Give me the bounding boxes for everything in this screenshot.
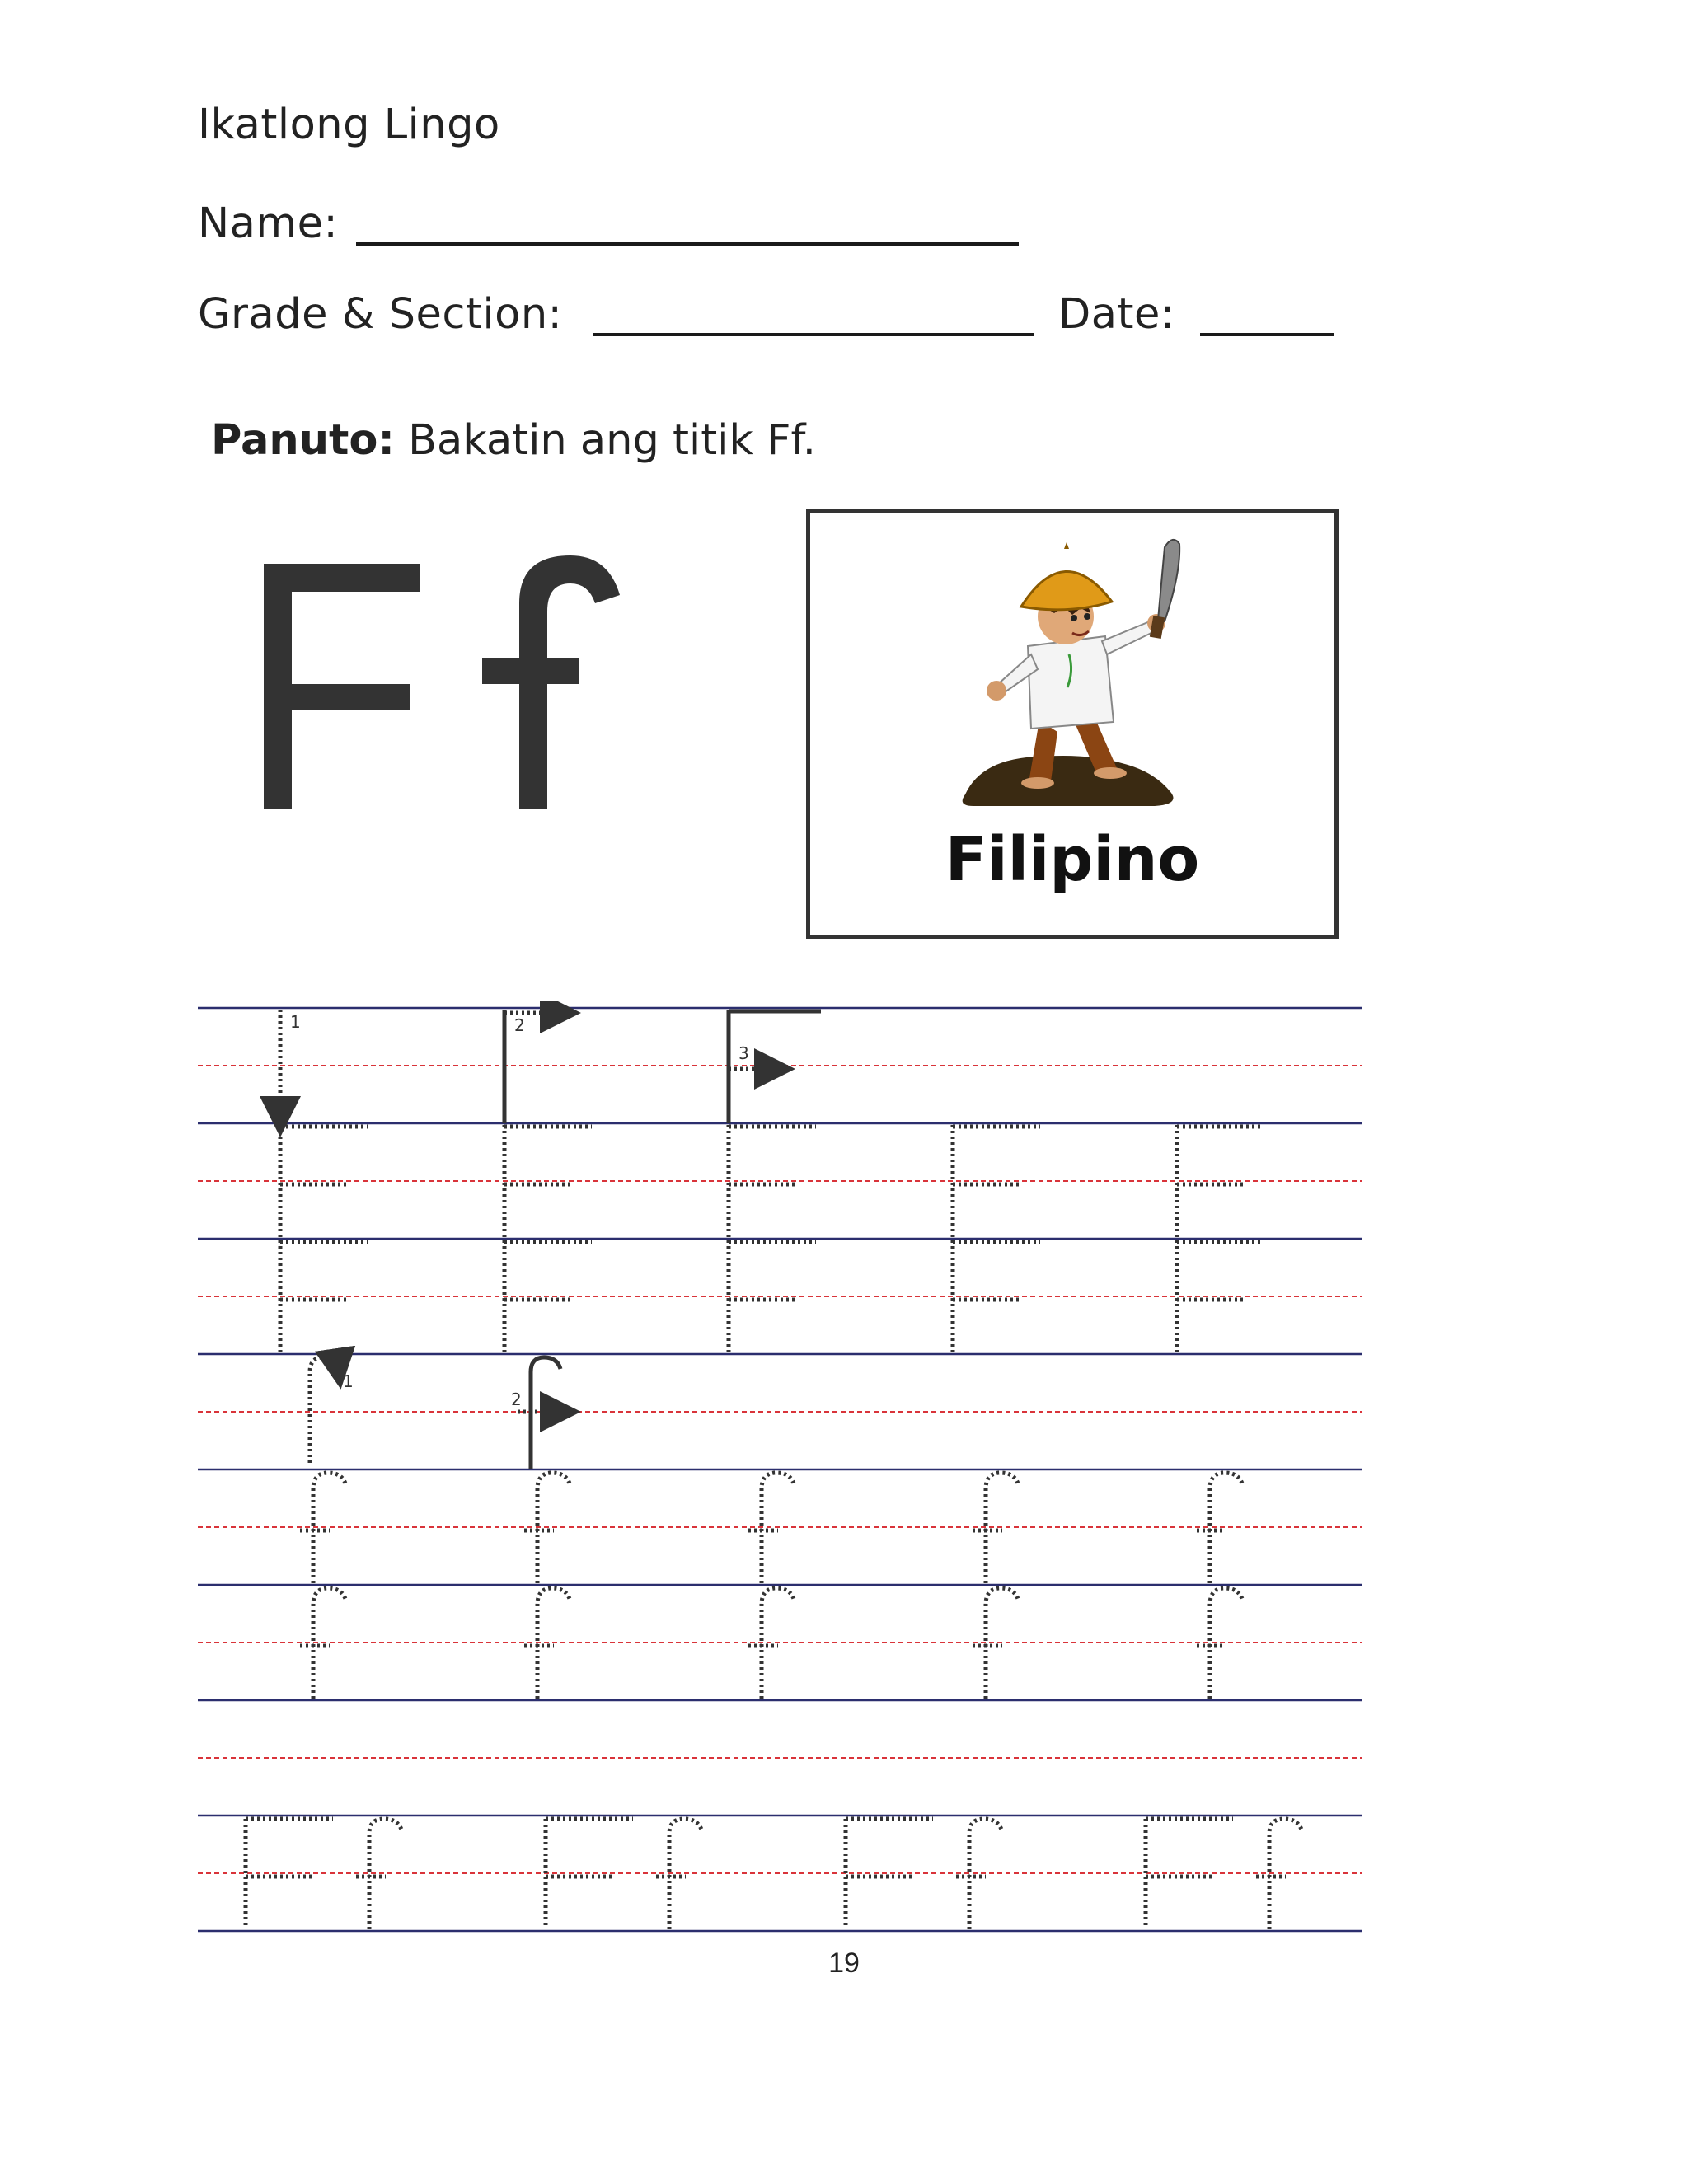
svg-text:2: 2	[514, 1015, 525, 1035]
svg-text:2: 2	[511, 1390, 522, 1409]
svg-text:1: 1	[343, 1371, 354, 1391]
instruction-bold: Panuto:	[211, 416, 395, 465]
page-number: 19	[828, 1947, 860, 1979]
instruction	[211, 416, 816, 465]
lowercase-f-stroke-guide	[310, 1357, 560, 1469]
name-label: Name:	[198, 199, 339, 248]
grade-section-blank-line[interactable]	[593, 333, 1034, 336]
display-letters-ff	[247, 521, 626, 818]
date-label: Date:	[1058, 290, 1175, 339]
week-title: Ikatlong Lingo	[198, 101, 500, 149]
instruction-text: Bakatin ang titik Ff.	[394, 416, 816, 465]
filipino-boy-illustration	[949, 531, 1196, 811]
picture-card	[806, 509, 1339, 939]
tracing-worksheet	[198, 1001, 1362, 1949]
svg-text:3: 3	[738, 1043, 749, 1063]
name-blank-line[interactable]	[356, 242, 1019, 246]
grade-section-label: Grade & Section:	[198, 290, 563, 339]
picture-card-label: Filipino	[945, 824, 1200, 895]
svg-text:1: 1	[290, 1012, 301, 1032]
uppercase-f-stroke-guide	[280, 1010, 821, 1123]
date-blank-line[interactable]	[1200, 333, 1334, 336]
ruled-lines	[198, 1008, 1362, 1931]
